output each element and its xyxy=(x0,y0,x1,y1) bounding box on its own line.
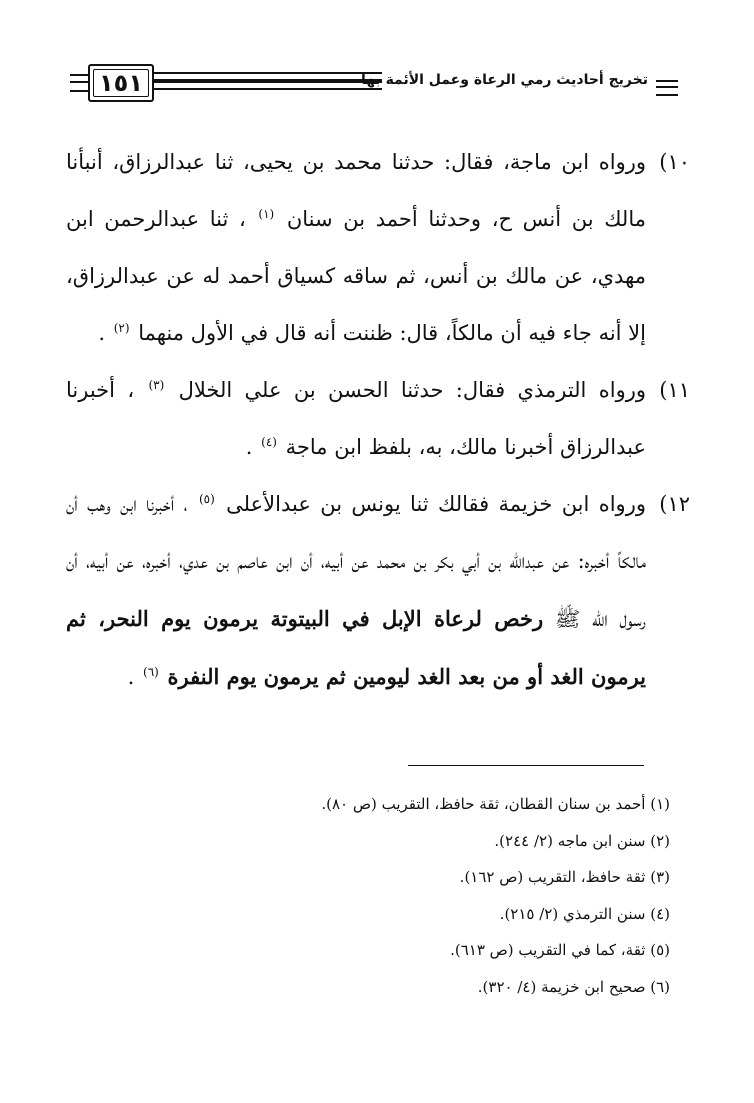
footnote-2: (٢) سنن ابن ماجه (٢/ ٢٤٤). xyxy=(494,831,670,850)
footnote-3: (٣) ثقة حافظ، التقريب (ص ١٦٢). xyxy=(459,868,670,886)
footnotes xyxy=(150,786,670,1005)
paragraph-text: ورواه ابن خزيمة فقالك ثنا يونس بن عبدالأعلى xyxy=(226,492,646,516)
running-title: تخريج أحاديث رمي الرعاة وعمل الأئمة بها xyxy=(360,72,648,88)
paragraph-text: ، أخبرنا ابن وهب أن مالكاً أخبره: عن عبدالله بن أبي بكر بن محمد عن أبيه، أن ابن عاصم بن عدي، أخبره، عن أبيه، أن رسول الله ﷺ xyxy=(66,492,647,631)
footnote-1: (١) أحمد بن سنان القطان، ثقة حافظ، التقريب (ص ٨٠). xyxy=(321,795,670,813)
paragraph-number: ١١) xyxy=(659,378,690,402)
hadith-quote: رخص لرعاة الإبل في البيتوتة يرمون يوم النحر، ثم يرمون الغد أو من بعد الغد ليومين ثم يرمون يوم النفرة xyxy=(66,606,646,689)
page-header xyxy=(0,56,754,116)
paragraph-number: ١٠) xyxy=(659,150,690,174)
paragraph-11 xyxy=(66,362,690,476)
header-rule xyxy=(154,72,382,90)
paragraph-text: ورواه ابن ماجة، فقال: حدثنا محمد بن يحيى، ثنا عبدالرزاق، أنبأنا مالك بن أنس ح، وحدثنا أحمد بن سنان xyxy=(66,150,646,231)
page-number: ١٥١ xyxy=(88,64,154,102)
footnote-ref[interactable]: (١) xyxy=(258,207,275,221)
paragraph-text: ، أخبرنا عبدالرزاق أخبرنا مالك، به، بلفظ ابن ماجة xyxy=(66,378,646,459)
paragraph-end: . xyxy=(245,435,253,459)
footnote-separator xyxy=(408,765,644,766)
footnote-ref[interactable]: (٦) xyxy=(143,665,159,679)
paragraph-12 xyxy=(66,476,690,706)
footnote-ref[interactable]: (٤) xyxy=(261,435,277,449)
footnote-ref[interactable]: (٥) xyxy=(198,492,215,506)
footnote-6: (٦) صحيح ابن خزيمة (٤/ ٣٢٠). xyxy=(477,977,670,996)
header-ornament-right xyxy=(656,80,678,96)
footnote-4: (٤) سنن الترمذي (٢/ ٢١٥). xyxy=(499,904,670,923)
paragraph-text: ورواه الترمذي فقال: حدثنا الحسن بن علي الخلال xyxy=(178,378,646,402)
main-text xyxy=(66,134,690,706)
footnote-ref[interactable]: (٢) xyxy=(113,321,130,335)
footnote-ref[interactable]: (٣) xyxy=(148,378,165,392)
paragraph-end: . xyxy=(98,321,105,345)
paragraph-10 xyxy=(66,134,690,362)
paragraph-end: . xyxy=(127,665,135,689)
header-ornament-left xyxy=(70,74,88,92)
paragraph-text: ، ثنا عبدالرحمن ابن مهدي، عن مالك بن أنس، ثم ساقه كسياق أحمد له عن عبدالرزاق، إلا أنه جاء فيه أن مالكاً، قال: ظننت أنه قال في الأول منهما xyxy=(66,207,646,345)
paragraph-number: ١٢) xyxy=(659,492,690,516)
footnote-5: (٥) ثقة، كما في التقريب (ص ٦١٣). xyxy=(450,941,670,959)
